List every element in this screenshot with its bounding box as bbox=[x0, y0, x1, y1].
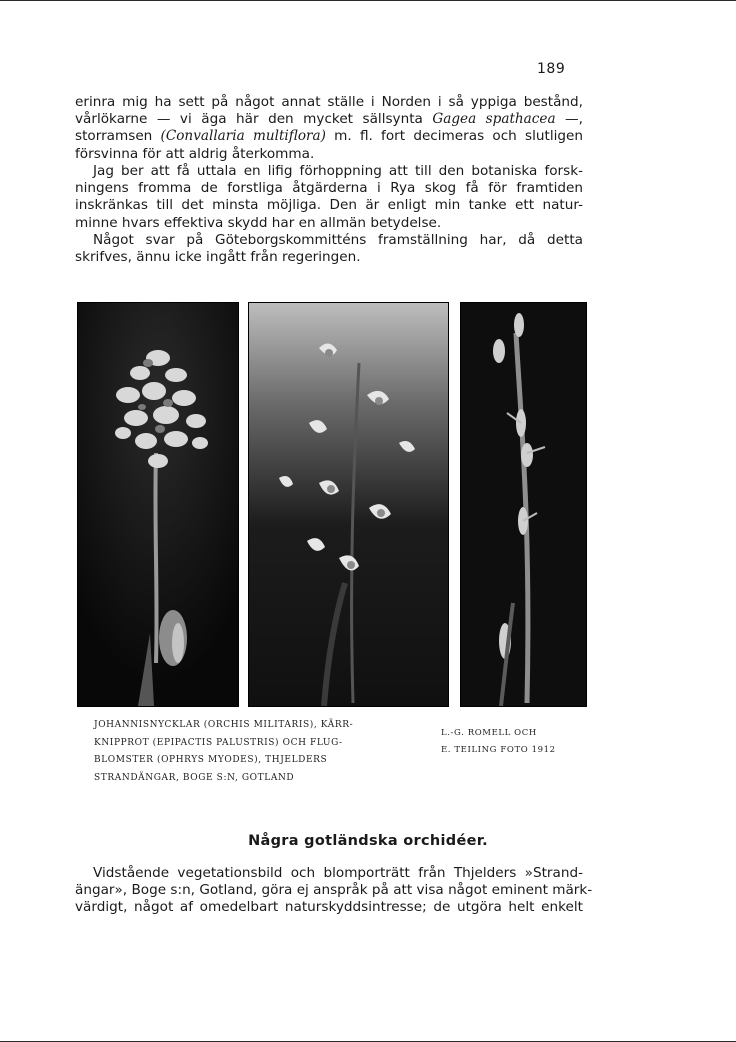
text-line: minne hvars effektiva skydd har en allmän betydelse. bbox=[75, 214, 442, 231]
caption-line: JOHANNISNYCKLAR (ORCHIS MILITARIS), KÄRR- bbox=[94, 720, 354, 730]
text-line: inskränkas till det minsta möjliga. Den är enligt min tanke ett natur- bbox=[75, 197, 583, 214]
orchis-militaris-illustration bbox=[78, 303, 238, 706]
species-name: Gagea spathacea bbox=[432, 111, 556, 128]
text-line: Något svar på Göteborgskommitténs framställning har, då detta bbox=[93, 232, 583, 248]
section-body bbox=[75, 865, 593, 917]
text-line: ningens fromma de forstliga åtgärderna i Rya skog få för framtiden bbox=[75, 180, 583, 197]
paragraph-1 bbox=[75, 94, 583, 163]
text-line: Jag ber att få uttala en lifig förhoppning att till den botaniska forsk- bbox=[93, 163, 583, 179]
paragraph-3 bbox=[75, 232, 583, 266]
text-line: värdigt, något af omedelbart naturskyddsintresse; de utgöra helt enkelt bbox=[75, 899, 583, 916]
text-line: skrifves, ännu icke ingått från regeringen. bbox=[75, 249, 361, 266]
text-line: Vidstående vegetationsbild och blomporträtt från Thjelders »Strand- bbox=[93, 865, 583, 881]
text-line: storramsen (Convallaria multiflora) m. fl. fort decimeras och slutligen bbox=[75, 128, 583, 145]
caption-line: KNIPPROT (EPIPACTIS PALUSTRIS) OCH FLUG- bbox=[94, 737, 343, 748]
epipactis-palustris-illustration bbox=[249, 303, 448, 706]
text-line: försvinna för att aldrig återkomma. bbox=[75, 145, 315, 162]
section-heading: Några gotländska orchidéer. bbox=[248, 833, 488, 849]
ophrys-myodes-illustration bbox=[461, 303, 586, 706]
caption-line: STRANDÄNGAR, BOGE S:N, GOTLAND bbox=[94, 772, 295, 783]
photo-ophrys-myodes bbox=[460, 302, 587, 707]
photo-orchis-militaris bbox=[77, 302, 239, 707]
paragraph-2 bbox=[75, 163, 583, 232]
photo-epipactis-palustris bbox=[248, 302, 449, 707]
text-line: erinra mig ha sett på något annat ställe i Norden i så yppiga bestånd, bbox=[75, 94, 583, 110]
page-number: 189 bbox=[537, 61, 566, 77]
credit-line: L.-G. ROMELL OCH bbox=[441, 728, 537, 738]
scan-edge-top bbox=[0, 0, 736, 1]
figure-caption bbox=[94, 717, 353, 787]
species-name: (Convallaria multiflora) bbox=[160, 128, 326, 145]
text-line: vårlökarne — vi äga här den mycket sällsynta Gagea spathacea —, bbox=[75, 111, 583, 128]
caption-line: BLOMSTER (OPHRYS MYODES), THJELDERS bbox=[94, 755, 328, 765]
credit-line: E. TEILING FOTO 1912 bbox=[441, 745, 556, 755]
text-line: ängar», Boge s:n, Gotland, göra ej anspråk på att visa något eminent märk- bbox=[75, 882, 593, 899]
photo-credit bbox=[441, 725, 556, 759]
